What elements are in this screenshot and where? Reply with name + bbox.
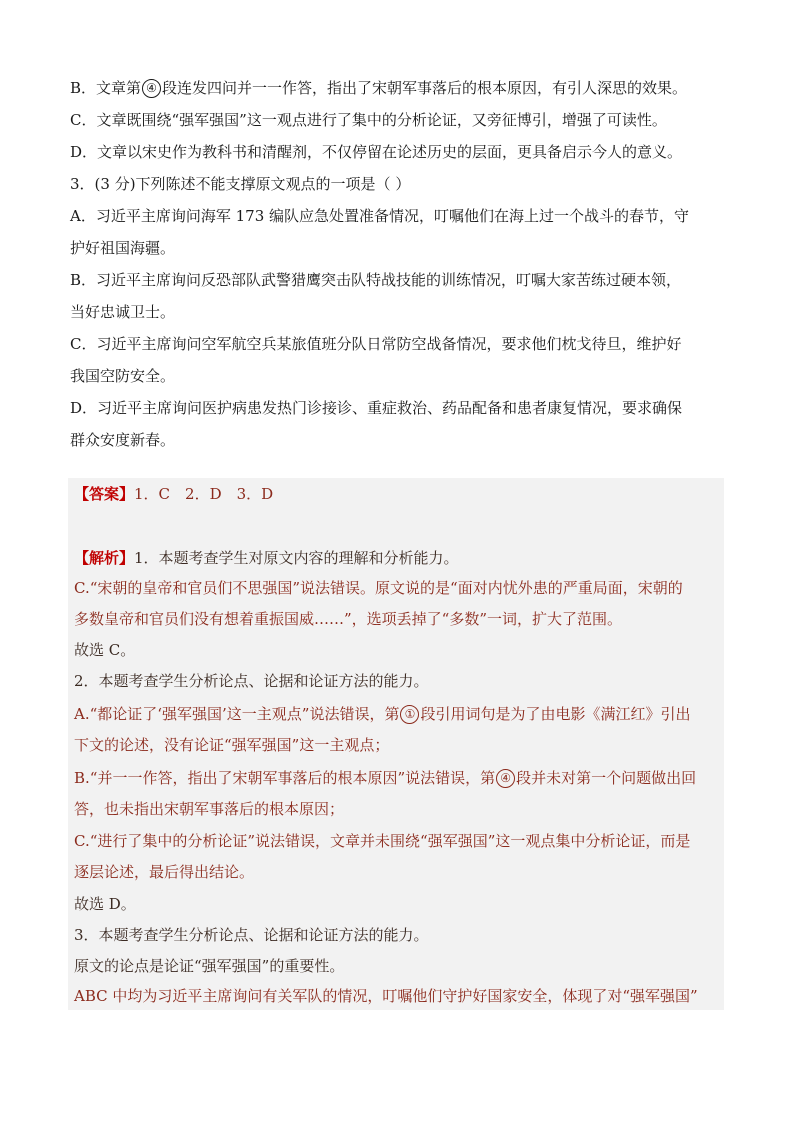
line-text: 当好忠诚卫士。 xyxy=(70,303,176,321)
line-text: B．文章第 xyxy=(70,79,142,97)
line-text: B.“并一一作答，指出了宋朝军事落后的根本原因”说法错误，第 xyxy=(74,769,496,787)
text-line xyxy=(70,328,730,360)
line-text: 3．本题考查学生分析论点、论据和论证方法的能力。 xyxy=(74,926,429,944)
line-text: 段引用词句是为了由电影《满江红》引出 xyxy=(420,705,691,723)
text-line xyxy=(70,200,730,232)
line-text: A．习近平主席询问海军 173 编队应急处置准备情况，叮嘱他们在海上过一个战斗的春节，守 xyxy=(70,207,690,225)
text-line xyxy=(74,609,724,629)
text-line xyxy=(74,640,724,660)
answer-analysis-box xyxy=(68,478,724,1010)
line-text: 原文的论点是论证“强军强国”的重要性。 xyxy=(74,957,345,975)
line-text: D．习近平主席询问医护病患发热门诊接诊、重症救治、药品配备和患者康复情况，要求确保 xyxy=(70,399,683,417)
text-line xyxy=(70,168,730,200)
text-line xyxy=(70,360,730,392)
question-section xyxy=(70,72,730,456)
line-text: C．文章既围绕“强军强国”这一观点进行了集中的分析论证，又旁征博引，增强了可读性。 xyxy=(70,111,667,129)
text-line xyxy=(70,296,730,328)
text-line xyxy=(74,671,724,691)
text-line xyxy=(74,894,724,914)
line-text: C.“宋朝的皇帝和官员们不思强国”说法错误。原文说的是“面对内忧外患的严重局面，宋朝的 xyxy=(74,579,683,597)
line-text: 护好祖国海疆。 xyxy=(70,239,176,257)
line-text: 故选 C。 xyxy=(74,641,136,659)
line-text: B．习近平主席询问反恐部队武警猎鹰突击队特战技能的训练情况，叮嘱大家苦练过硬本领， xyxy=(70,271,682,289)
text-line xyxy=(74,799,724,819)
paragraph-number: ④ xyxy=(142,79,161,98)
line-text: 3．(3 分)下列陈述不能支撑原文观点的一项是（ ） xyxy=(70,175,411,193)
answer-tag: 【答案】 xyxy=(74,485,135,503)
text-line xyxy=(70,104,730,136)
text-line xyxy=(74,956,724,976)
answer-text: 1．C 2．D 3．D xyxy=(134,485,274,503)
line-text: D．文章以宋史作为教科书和清醒剂，不仅停留在论述历史的层面，更具备启示今人的意义。 xyxy=(70,143,683,161)
text-line xyxy=(74,704,724,724)
line-text: C．习近平主席询问空军航空兵某旅值班分队日常防空战备情况，要求他们枕戈待旦，维护好 xyxy=(70,335,682,353)
line-text: 多数皇帝和官员们没有想着重振国威……”，选项丢掉了“多数”一词，扩大了范围。 xyxy=(74,610,623,628)
line-text: 段连发四问并一一作答，指出了宋朝军事落后的根本原因，有引人深思的效果。 xyxy=(162,79,688,97)
text-line xyxy=(74,768,724,788)
answer-line xyxy=(74,484,724,504)
line-text: 逐层论述，最后得出结论。 xyxy=(74,863,255,881)
text-line xyxy=(74,925,724,945)
text-line xyxy=(70,424,730,456)
text-line xyxy=(74,986,724,1006)
line-text: 下文的论述，没有论证“强军强国”这一主观点； xyxy=(74,736,390,754)
line-text: 我国空防安全。 xyxy=(70,367,176,385)
line-text: 2．本题考查学生分析论点、论据和论证方法的能力。 xyxy=(74,672,429,690)
line-text: 1．本题考查学生对原文内容的理解和分析能力。 xyxy=(134,549,459,567)
paragraph-number: ④ xyxy=(496,769,515,788)
paragraph-number: ① xyxy=(400,705,419,724)
line-text: 群众安度新春。 xyxy=(70,431,176,449)
line-text: C.“进行了集中的分析论证”说法错误，文章并未围绕“强军强国”这一观点集中分析论证，而是 xyxy=(74,832,691,850)
line-text: A.“都论证了‘强军强国’这一主观点”说法错误，第 xyxy=(74,705,400,723)
text-line xyxy=(70,72,730,104)
line-text: 答，也未指出宋朝军事落后的根本原因； xyxy=(74,800,345,818)
analysis-tag: 【解析】 xyxy=(74,549,135,567)
text-line xyxy=(70,232,730,264)
text-line xyxy=(74,578,724,598)
text-line xyxy=(74,548,724,568)
text-line xyxy=(70,392,730,424)
text-line xyxy=(70,136,730,168)
line-text: 段并未对第一个问题做出回 xyxy=(516,769,697,787)
text-line xyxy=(74,735,724,755)
text-line xyxy=(70,264,730,296)
text-line xyxy=(74,831,724,851)
line-text: ABC 中均为习近平主席询问有关军队的情况，叮嘱他们守护好国家安全，体现了对“强军强国” xyxy=(74,987,698,1005)
text-line xyxy=(74,862,724,882)
line-text: 故选 D。 xyxy=(74,895,136,913)
